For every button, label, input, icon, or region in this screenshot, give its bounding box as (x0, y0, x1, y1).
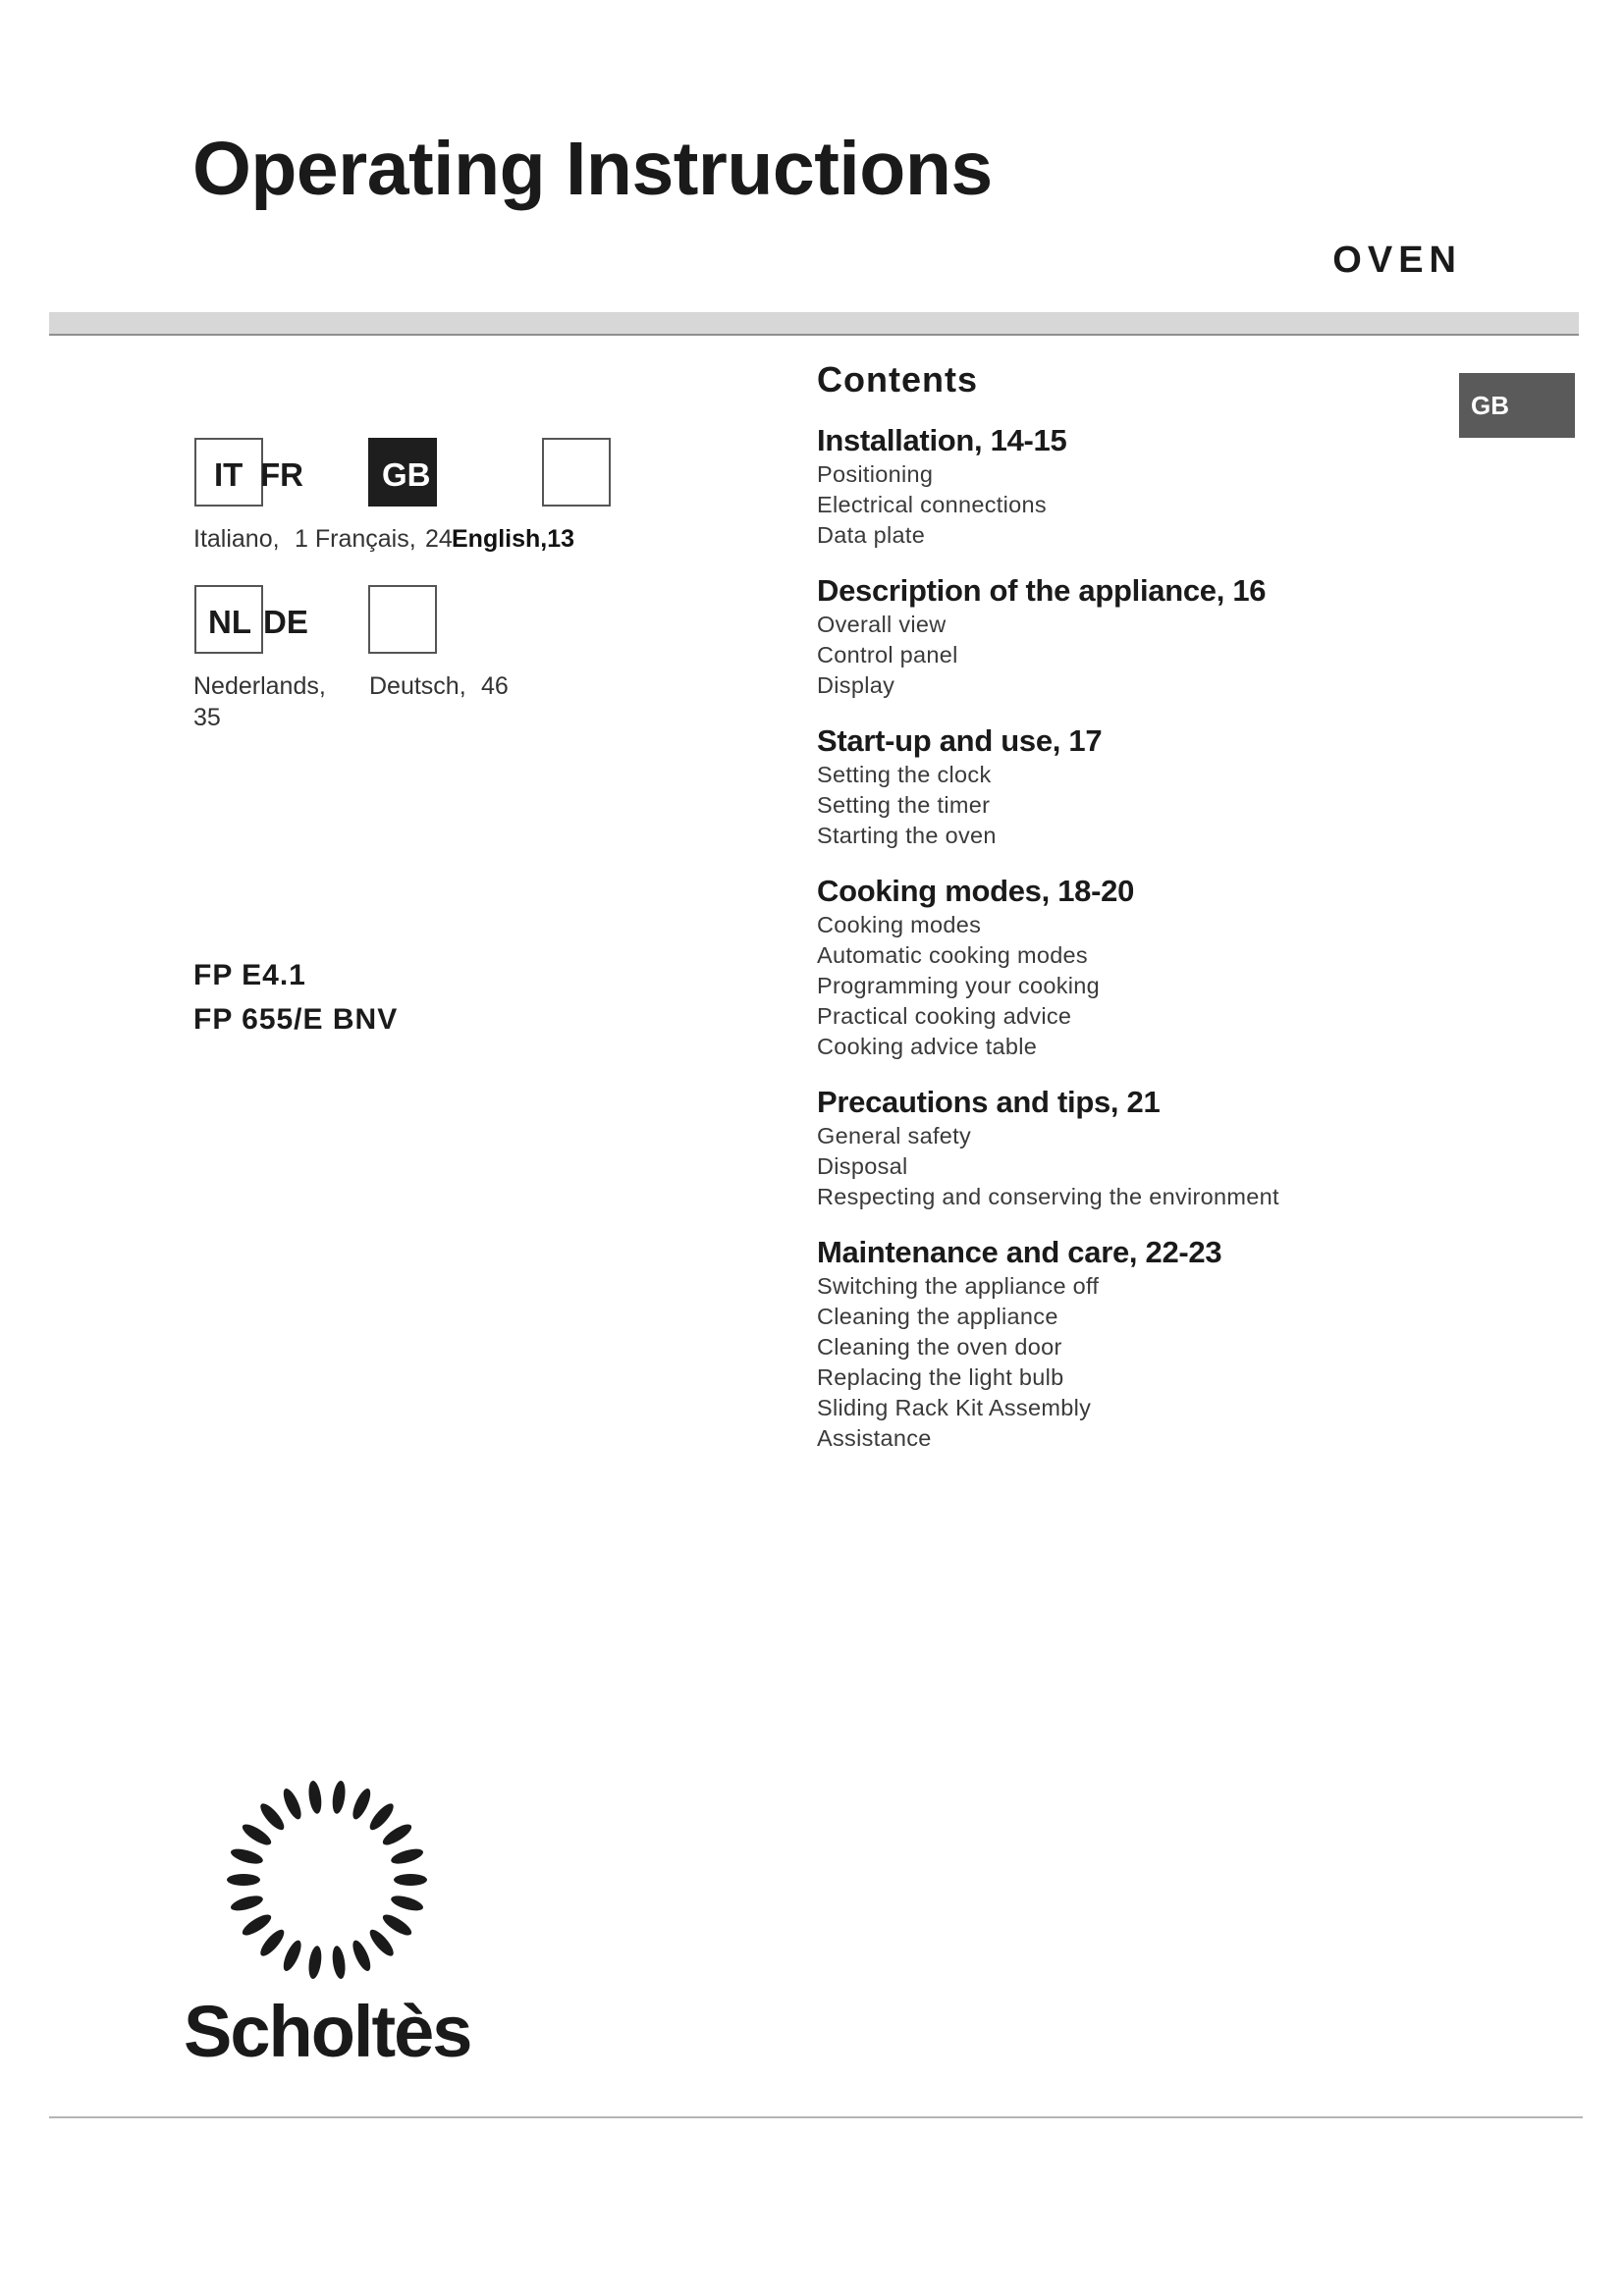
sun-ray (307, 1945, 324, 1979)
sun-ray (390, 1893, 425, 1913)
toc-item: Setting the clock (817, 762, 992, 787)
sun-ray (380, 1821, 414, 1848)
toc-section (817, 1234, 1426, 1454)
toc-section (817, 873, 1426, 1062)
toc-item: Cooking modes (817, 912, 982, 937)
sun-ray (366, 1926, 397, 1959)
toc-item: General safety (817, 1123, 972, 1148)
sun-ray (257, 1800, 288, 1834)
language-box-empty (542, 438, 611, 507)
toc-section-title: Installation, 14-15 (817, 423, 1067, 457)
sun-ray (394, 1874, 427, 1886)
sun-ray (350, 1787, 374, 1822)
language-code-nl: NL (208, 604, 251, 640)
sun-ray (229, 1846, 264, 1867)
toc-item: Control panel (817, 642, 958, 667)
sun-ray (257, 1926, 288, 1959)
toc-section-title: Cooking modes, 18-20 (817, 874, 1135, 908)
toc-section-title: Start-up and use, 17 (817, 723, 1103, 758)
language-code-it: IT (214, 456, 244, 493)
product-type: OVEN (1332, 240, 1462, 281)
sun-ray (366, 1800, 397, 1834)
toc-item: Setting the timer (817, 792, 991, 818)
header-divider (49, 312, 1579, 336)
toc-section-title: Precautions and tips, 21 (817, 1085, 1161, 1119)
sun-ray (350, 1938, 374, 1973)
toc-item: Cooking advice table (817, 1034, 1038, 1059)
toc-item: Cleaning the appliance (817, 1304, 1058, 1329)
toc-item: Replacing the light bulb (817, 1364, 1064, 1390)
language-caption-fr: 1 Français, (295, 525, 416, 553)
toc-section (817, 1084, 1426, 1212)
toc-item: Starting the oven (817, 823, 997, 848)
language-caption-de: Deutsch, (369, 672, 466, 700)
language-code-gb: GB (382, 456, 431, 493)
toc-section (817, 422, 1426, 551)
toc-item: Sliding Rack Kit Assembly (817, 1395, 1092, 1420)
table-of-contents (817, 422, 1426, 1475)
contents-heading: Contents (817, 359, 978, 400)
toc-item: Assistance (817, 1425, 932, 1451)
language-code-de: DE (263, 604, 308, 640)
model-number: FP 655/E BNV (193, 1003, 399, 1036)
sun-ray (229, 1893, 264, 1913)
toc-section (817, 572, 1426, 701)
language-caption-de-page: 46 (481, 672, 509, 700)
toc-item: Practical cooking advice (817, 1003, 1072, 1029)
footer-divider (49, 2116, 1583, 2118)
model-number: FP E4.1 (193, 959, 306, 991)
sun-ray (390, 1846, 425, 1867)
sun-ray (380, 1911, 414, 1939)
sun-ray (280, 1938, 304, 1973)
brand-logo (182, 1772, 471, 2066)
document-title: Operating Instructions (192, 127, 993, 211)
toc-item: Overall view (817, 612, 947, 637)
toc-item: Data plate (817, 522, 926, 548)
toc-item: Programming your cooking (817, 973, 1101, 998)
toc-section (817, 722, 1426, 851)
sun-ray (331, 1780, 348, 1814)
toc-item: Positioning (817, 461, 934, 487)
toc-item: Switching the appliance off (817, 1273, 1100, 1299)
language-caption-gb: English,13 (452, 525, 575, 553)
toc-item: Automatic cooking modes (817, 942, 1088, 968)
sun-ray (227, 1874, 260, 1886)
language-caption-it: Italiano, (193, 525, 280, 553)
language-caption-fr-page: 24 (425, 525, 453, 553)
sun-ray (280, 1787, 304, 1822)
sun-ray (307, 1780, 324, 1814)
brand-wordmark: Scholtès (184, 1991, 471, 2066)
toc-section-title: Maintenance and care, 22-23 (817, 1235, 1222, 1269)
language-tab-label: GB (1471, 391, 1509, 420)
sun-icon (227, 1780, 427, 1980)
toc-section-title: Description of the appliance, 16 (817, 573, 1267, 608)
language-tab (1459, 373, 1575, 438)
toc-item: Cleaning the oven door (817, 1334, 1062, 1360)
language-box-empty-2 (368, 585, 437, 654)
sun-ray (240, 1911, 274, 1939)
language-caption-nl: Nederlands, (193, 672, 326, 700)
toc-item: Electrical connections (817, 492, 1047, 517)
sun-ray (331, 1945, 348, 1979)
language-code-fr: FR (260, 456, 303, 493)
toc-item: Disposal (817, 1153, 908, 1179)
language-caption-nl-page: 35 (193, 704, 221, 731)
toc-item: Display (817, 672, 895, 698)
toc-item: Respecting and conserving the environment (817, 1184, 1279, 1209)
sun-ray (240, 1821, 274, 1848)
